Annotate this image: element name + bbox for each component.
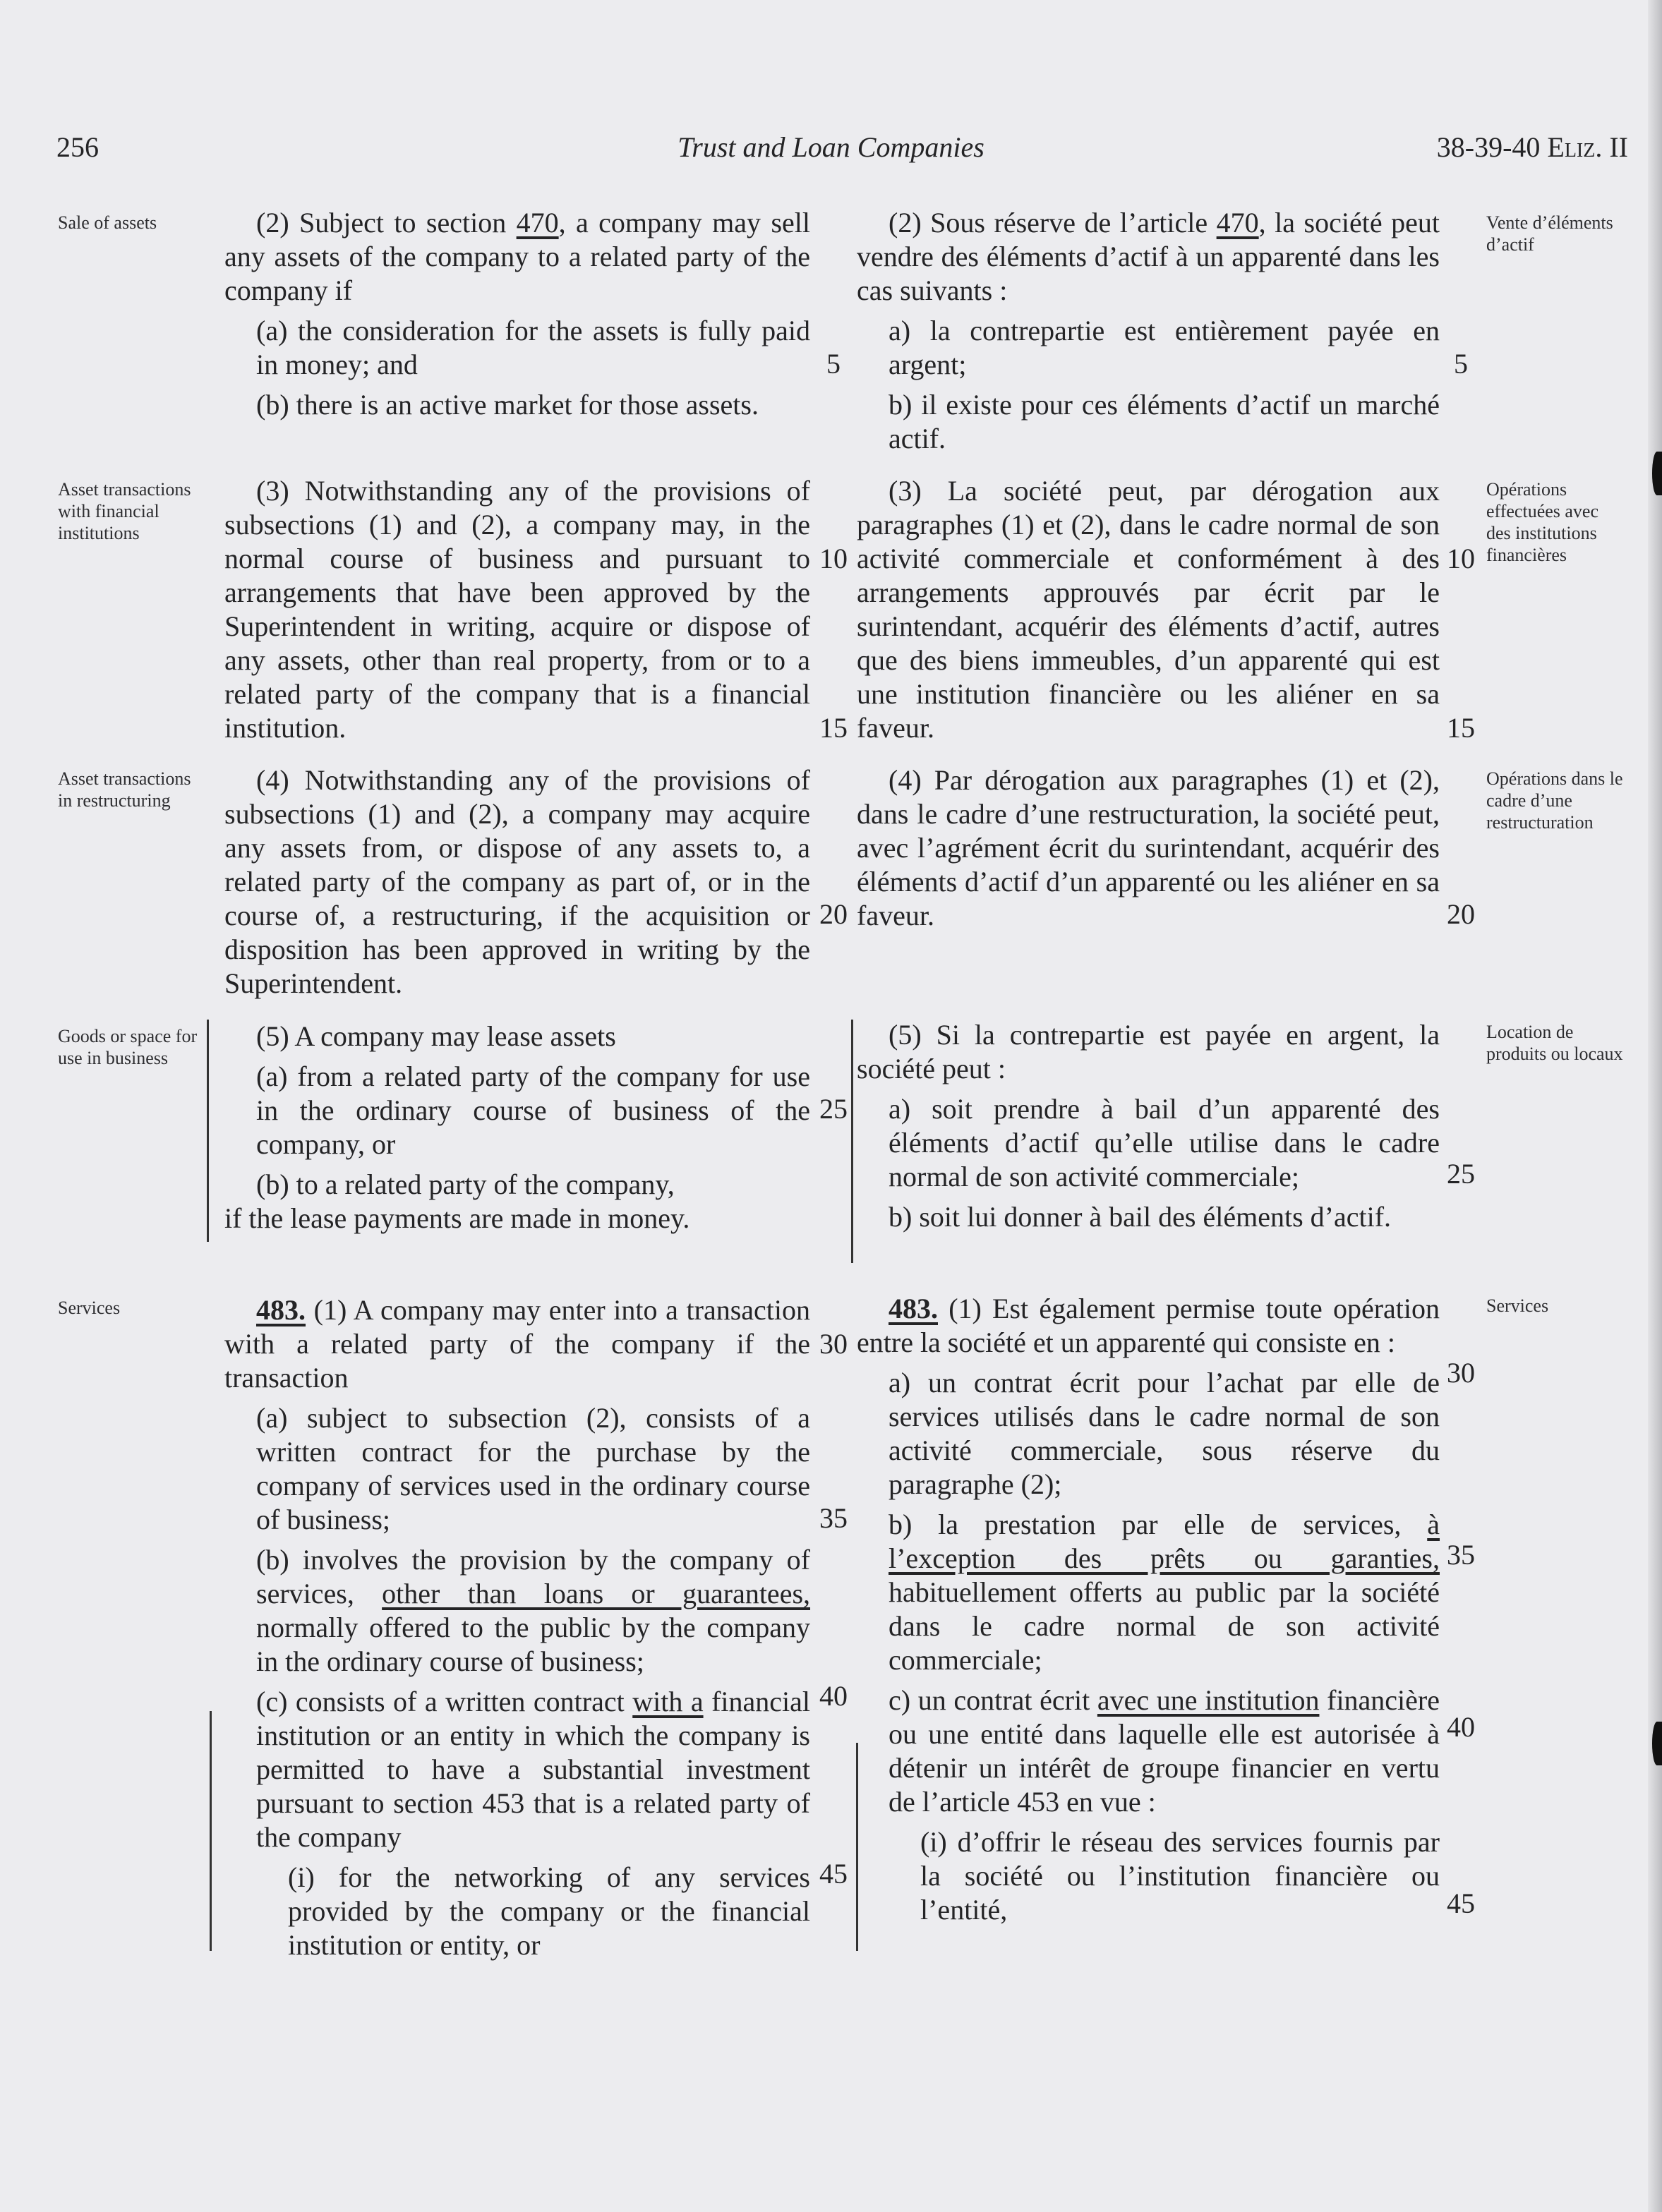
running-title: Trust and Loan Companies <box>678 131 984 163</box>
fr-s2-rest: , la société peut vendre des éléments d’actif à un apparenté dans les cas suivants : <box>857 207 1440 306</box>
fr-s483-lead: (1) Est également permise toute opération entre la société et un apparenté qui consiste en : <box>857 1293 1440 1358</box>
fr-subsection-5 <box>857 1018 1440 1234</box>
fr-section-483 <box>857 1292 1440 1927</box>
en-s2-para-b: (b) there is an active market for those assets. <box>256 389 759 421</box>
fr-s483-para-a: a) un contrat écrit pour l’achat par elle de services utilisés dans le cadre normal de son activité commerciale, sous réserve du paragraphe (2); <box>889 1367 1440 1500</box>
line-number: 35 <box>1447 1539 1475 1571</box>
fr-subsection-3 <box>857 474 1440 745</box>
line-number: 45 <box>819 1858 848 1890</box>
en-s483-text <box>224 1293 810 1395</box>
margin-note-services-fr: Services <box>1486 1295 1549 1316</box>
en-s5-para-b: (b) to a related party of the company, <box>256 1168 675 1200</box>
en-s4-text: (4) Notwithstanding any of the provisions of subsections (1) and (2), a company may acquire any assets from, or dispose of any assets to, a related party of the company as part of, or in the course of, a restructuring, if the acquisition or disposition has been approved in writing by the Superintendent. <box>224 764 810 999</box>
fr-s5-text: (5) Si la contrepartie est payée en argent, la société peut : <box>857 1019 1440 1084</box>
en-subsection-5 <box>224 1020 810 1235</box>
en-s483b-underlined: other than loans or guarantees, <box>382 1578 811 1609</box>
margin-note-operations-institutions: Opérations effectuées avec des institutions financières <box>1486 479 1599 565</box>
page-number: 256 <box>56 131 99 163</box>
fr-s2-para-a: a) la contrepartie est entièrement payée en argent; <box>889 315 1440 380</box>
en-s5-text: (5) A company may lease assets <box>256 1020 616 1052</box>
change-bar <box>210 1711 212 1951</box>
fr-s483b-rest: habituellement offerts au public par la société dans le cadre normal de son activité commerciale; <box>889 1576 1440 1676</box>
margin-note-asset-transactions-financial: Asset transactions with financial institutions <box>58 479 191 543</box>
en-subsection-3 <box>224 474 810 745</box>
fr-s483b-underlined: à l’exception des prêts ou garanties, <box>889 1509 1440 1574</box>
fr-s4-text: (4) Par dérogation aux paragraphes (1) et (2), dans le cadre d’une restructuration, la société peut, avec l’agrément écrit du surintendant, acquérir des éléments d’actif d’un apparenté ou les aliéner en sa faveur. <box>857 764 1440 931</box>
en-s483b-lead: (b) involves the provision by the company of services, <box>256 1544 810 1609</box>
en-s483-para-a: (a) subject to subsection (2), consists of a written contract for the purchase by the company of services used in the ordinary course of business; <box>256 1402 810 1535</box>
change-bar <box>851 1020 853 1263</box>
line-number: 15 <box>819 712 848 744</box>
margin-note-sale-of-assets: Sale of assets <box>58 212 157 233</box>
margin-note-vente: Vente d’éléments d’actif <box>1486 212 1613 255</box>
line-number: 25 <box>819 1093 848 1125</box>
regnal-year-number: 38-39-40 <box>1436 131 1541 163</box>
line-number: 10 <box>819 543 848 574</box>
fr-s3-text: (3) La société peut, par dérogation aux paragraphes (1) et (2), dans le cadre normal de son activité commerciale et conformément à des arrangements approuvés par écrit par le surintendant, acquérir des éléments d’actif, autres que des biens immeubles, d’un apparenté qui est une institution financière ou les aliéner en sa faveur. <box>857 475 1440 744</box>
line-number: 25 <box>1447 1158 1475 1190</box>
en-s2-para-a: (a) the consideration for the assets is fully paid in money; and <box>256 315 810 380</box>
line-number: 5 <box>826 348 841 380</box>
fr-s483-number: 483. <box>889 1293 938 1324</box>
en-subsection-4 <box>224 763 810 1001</box>
fr-s5-para-b: b) soit lui donner à bail des éléments d’actif. <box>889 1201 1392 1233</box>
en-s2-ref: 470 <box>516 207 559 238</box>
fr-s483-para-b <box>857 1508 1440 1677</box>
binding-hole <box>1652 452 1662 495</box>
margin-note-location: Location de produits ou locaux <box>1486 1022 1623 1064</box>
line-number: 30 <box>819 1328 848 1360</box>
en-s483-number: 483. <box>256 1294 306 1326</box>
line-number: 20 <box>819 898 848 930</box>
en-s483-lead: (1) A company may enter into a transaction with a related party of the company if the transaction <box>224 1294 810 1394</box>
en-s2-lead: (2) Subject to section <box>256 207 517 238</box>
en-s5-end: if the lease payments are made in money. <box>224 1202 690 1234</box>
en-s2-text <box>224 206 810 308</box>
line-number: 40 <box>1447 1711 1475 1743</box>
fr-s2-text <box>857 206 1440 308</box>
line-number: 35 <box>819 1502 848 1534</box>
line-number: 15 <box>1447 712 1475 744</box>
margin-note-goods-or-space: Goods or space for use in business <box>58 1026 198 1068</box>
fr-subsection-2 <box>857 206 1440 456</box>
regnal-year-suffix: Eliz. II <box>1547 131 1628 163</box>
en-s3-text: (3) Notwithstanding any of the provisions of subsections (1) and (2), a company may, in the normal course of business and pursuant to arrangements that have been approved by the Superintendent in writing, acquire or dispose of any assets, other than real property, from or to a related party of the company that is a financial institution. <box>224 475 810 744</box>
margin-note-operations-restructuration: Opérations dans le cadre d’une restructuration <box>1486 768 1623 833</box>
line-number: 5 <box>1454 348 1468 380</box>
en-s483b-rest: normally offered to the public by the company in the ordinary course of business; <box>256 1612 810 1677</box>
en-s5-para-a: (a) from a related party of the company for use in the ordinary course of business of the company, or <box>256 1060 810 1160</box>
line-number: 45 <box>1447 1887 1475 1919</box>
en-s2-rest: , a company may sell any assets of the company to a related party of the company if <box>224 207 810 306</box>
margin-note-services: Services <box>58 1298 121 1318</box>
fr-s483-para-c <box>857 1684 1440 1819</box>
line-number: 40 <box>819 1680 848 1712</box>
fr-s5-para-a: a) soit prendre à bail d’un apparenté des éléments d’actif qu’elle utilise dans le cadre normal de son activité commerciale; <box>889 1093 1440 1192</box>
fr-subsection-4 <box>857 763 1440 933</box>
binding-hole <box>1652 1722 1662 1765</box>
line-number: 30 <box>1447 1357 1475 1389</box>
en-subsection-2 <box>224 206 810 422</box>
line-number: 20 <box>1447 898 1475 930</box>
en-s483-subpara-i: (i) for the networking of any services provided by the company or the financial institution or entity, or <box>288 1861 810 1961</box>
page-edge-shadow <box>1648 0 1662 2212</box>
line-number: 10 <box>1447 543 1475 574</box>
en-s483c-underlined: with a <box>632 1686 704 1717</box>
fr-s483-subpara-i: (i) d’offrir le réseau des services fournis par la société ou l’institution financière ou l’entité, <box>920 1826 1440 1926</box>
margin-note-asset-transactions-restructuring: Asset transactions in restructuring <box>58 768 191 811</box>
fr-s483c-lead: c) un contrat écrit <box>889 1684 1097 1716</box>
fr-s483c-underlined: avec une institution <box>1097 1684 1320 1716</box>
fr-s483-text <box>857 1292 1440 1360</box>
en-s483-para-b <box>224 1543 810 1679</box>
en-s483c-lead: (c) consists of a written contract <box>256 1686 633 1717</box>
fr-s483b-lead: b) la prestation par elle de services, <box>889 1509 1428 1540</box>
en-s483-para-c <box>224 1685 810 1854</box>
en-section-483 <box>224 1293 810 1962</box>
en-s483c-rest: financial institution or an entity in which the company is permitted to have a substantial investment pursuant to section 453 that is a related party of the company <box>256 1686 810 1853</box>
regnal-year <box>1437 131 1628 164</box>
change-bar <box>207 1020 209 1242</box>
fr-s483c-rest: financière ou une entité dans laquelle elle est autorisée à détenir un intérêt de groupe financier en vertu de l’article 453 en vue : <box>889 1684 1440 1818</box>
fr-s2-ref: 470 <box>1216 207 1259 238</box>
fr-s2-lead: (2) Sous réserve de l’article <box>889 207 1217 238</box>
fr-s2-para-b: b) il existe pour ces éléments d’actif un marché actif. <box>889 389 1440 454</box>
